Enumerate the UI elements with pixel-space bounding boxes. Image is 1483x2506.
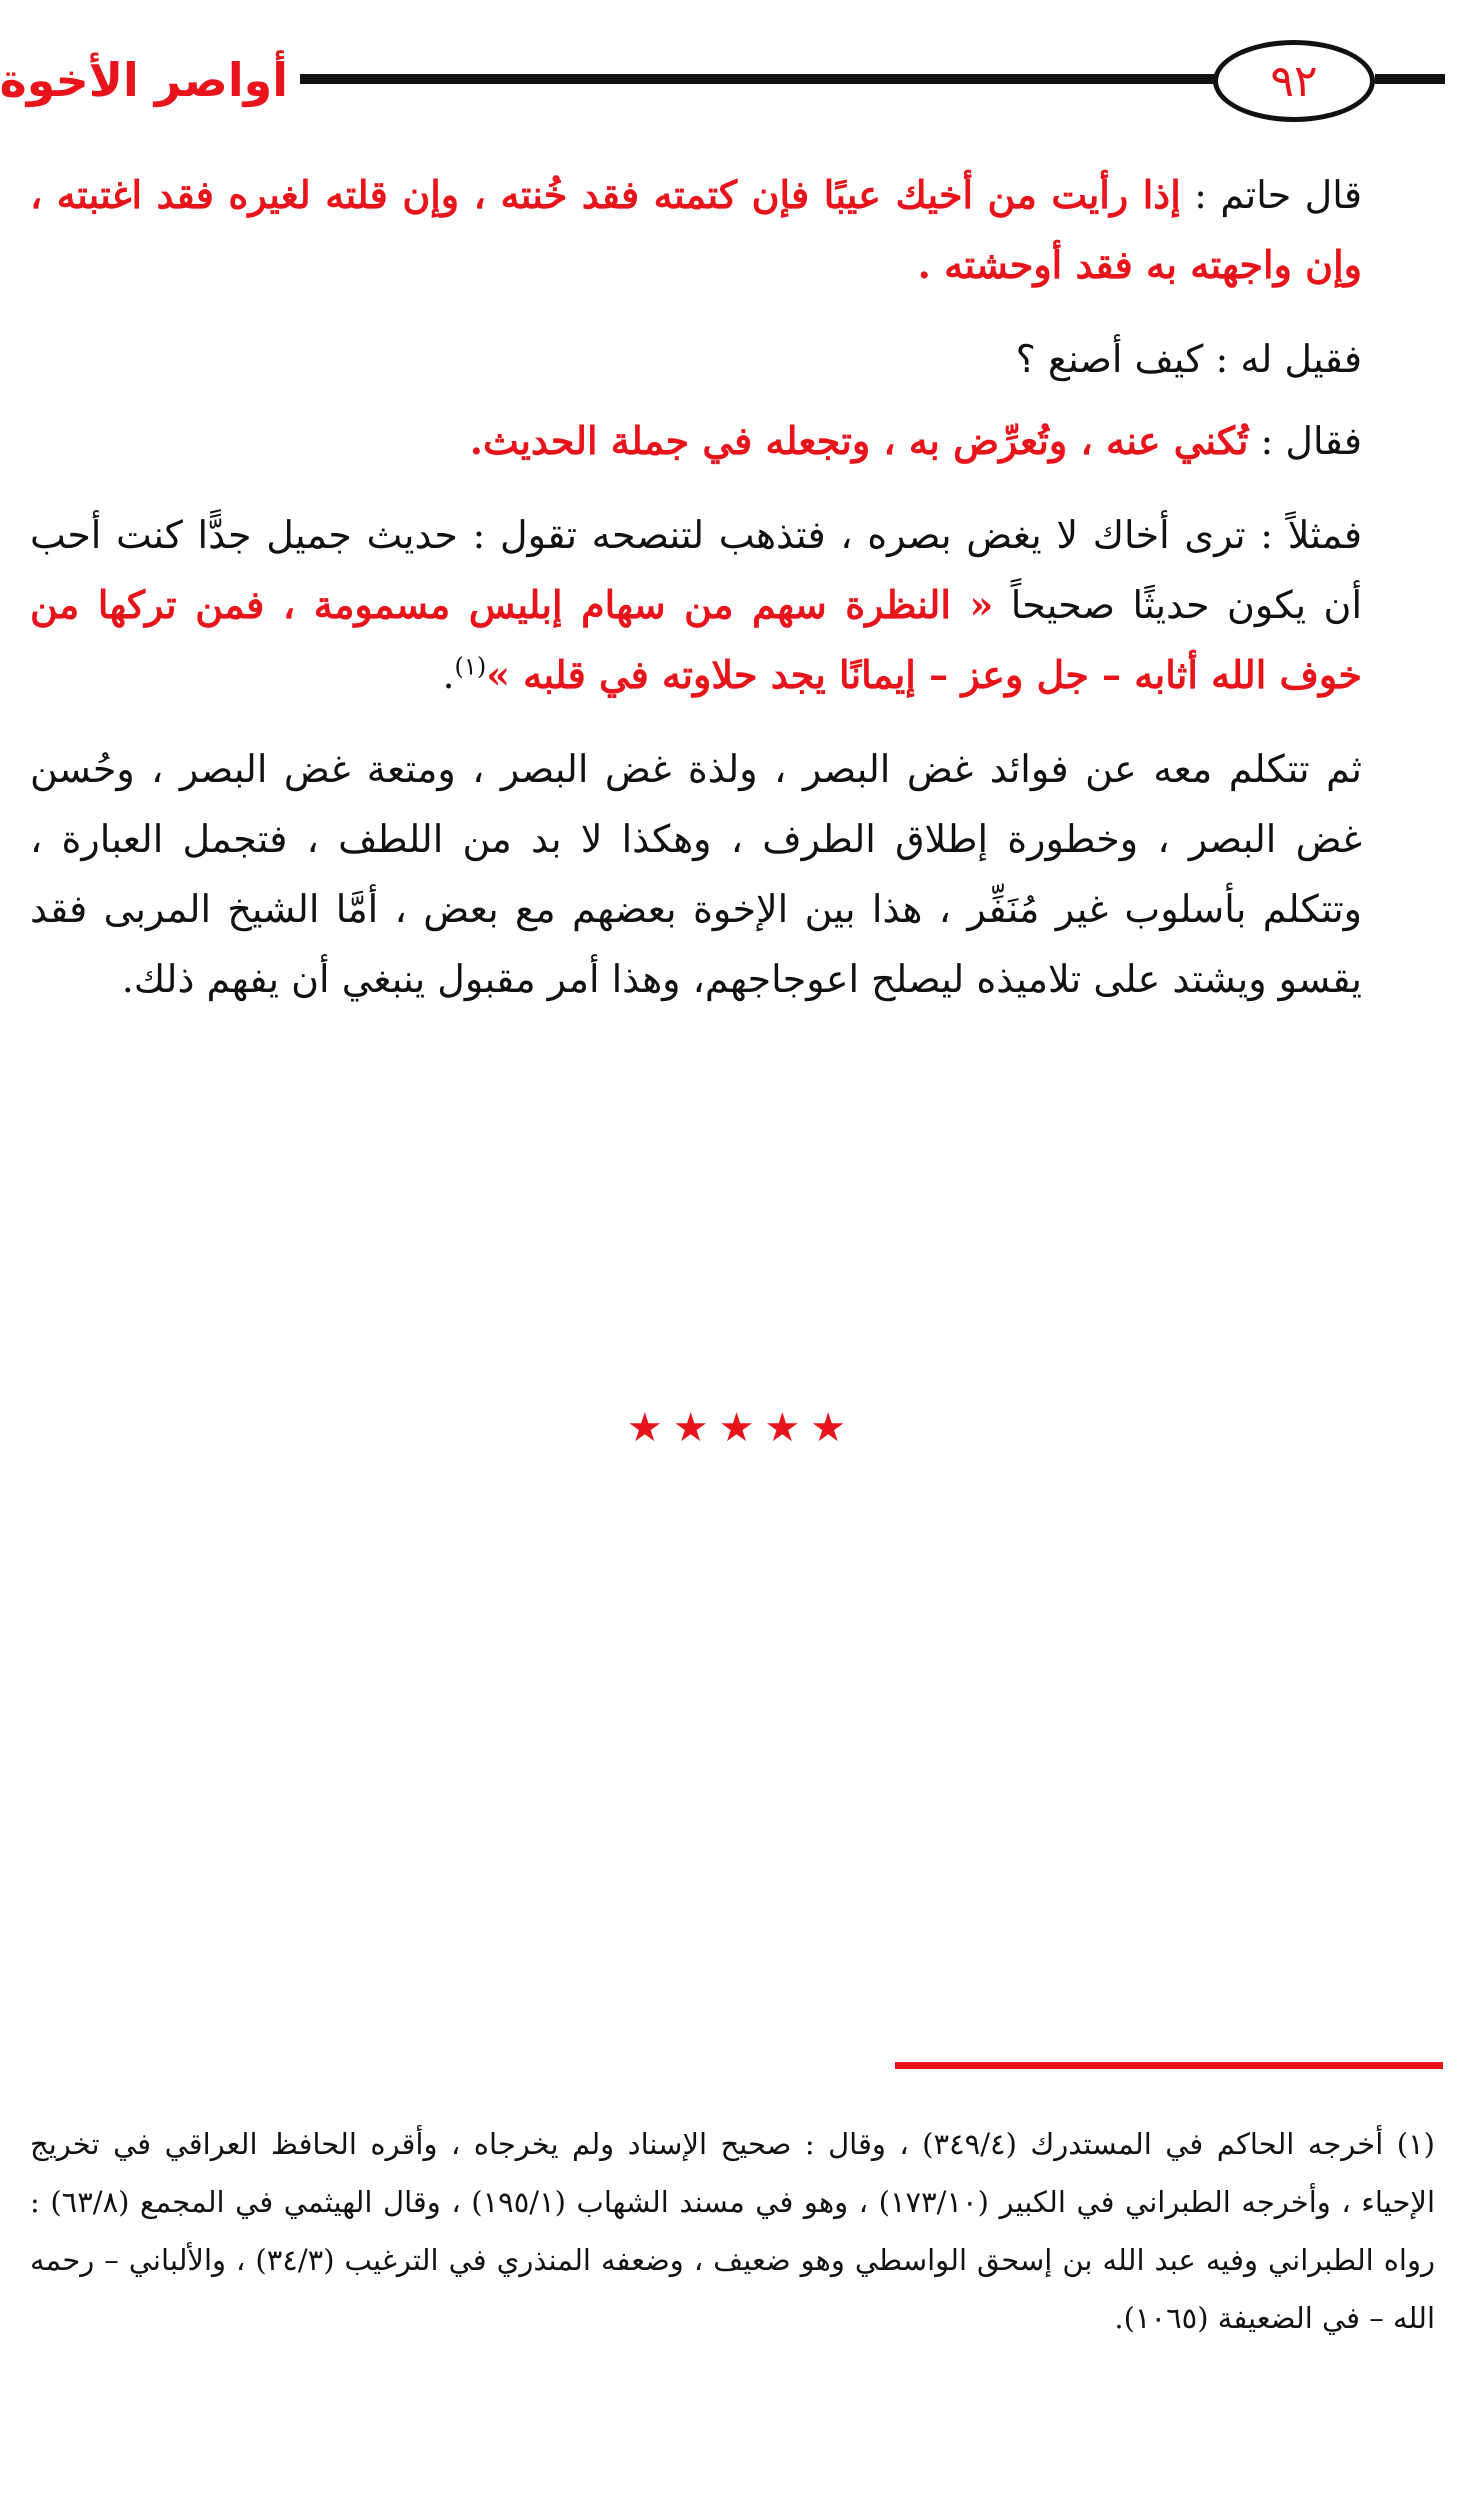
footnotes [30,2115,1435,2347]
example-lead: فمثلاً : ترى أخاك لا يغض بصره ، فتذهب لتنصحه تقول : حديث جميل جدًّا كنت أحب أن يكون حديثًا صحيحاً [30,513,1363,627]
paragraph-answer [30,406,1430,476]
book-title: أواصر الأخوة [0,53,288,107]
answer-lead: فقال : [1248,419,1362,463]
hadith-quote: « النظرة سهم من سهام إبليس مسمومة ، فمن تركها من خوف الله أثابه – جل وعز – إيمانًا يجد حلاوته في قلبه » [30,582,1362,697]
lowering-gaze-text: ثم تتكلم معه عن فوائد غض البصر ، ولذة غض البصر ، ومتعة غض البصر ، وحُسن غض البصر ، وخطورة إطلاق الطرف ، وهكذا لا بد من اللطف ، فتجمل العبارة ، وتتكلم بأسلوب غير مُنَفِّر ، هذا بين الإخوة بعضهم مع بعض ، أمَّا الشيخ المربى فقد يقسو ويشتد على تلاميذه ليصلح اعوجاجهم، وهذا أمر مقبول ينبغي أن يفهم ذلك. [30,747,1362,1001]
header-rule [300,74,1215,84]
footnote-rule [895,2062,1443,2069]
paragraph-example [30,500,1430,710]
example-tail: . [442,653,455,697]
page-number: ٩٢ [1270,55,1318,107]
paragraph-lowering-gaze [30,734,1430,1014]
page-header [0,0,1483,160]
footnote-reference: (١) [454,652,487,681]
question-text: فقيل له : كيف أصنع ؟ [1015,337,1362,381]
paragraph-question [30,324,1430,394]
main-text [30,160,1430,1014]
answer-quote: تُكني عنه ، وتُعرِّض به ، وتجعله في جملة الحديث. [469,418,1249,463]
hatim-quote: إذا رأيت من أخيك عيبًا فإن كتمته فقد خُنته ، وإن قلته لغيره فقد اغتبته ، وإن واجهته به فقد أوحشته . [30,172,1362,287]
speaker-lead: قال حاتم : [1180,173,1362,217]
page-number-oval [1213,40,1375,122]
section-separator-stars: ★★★★★ [626,1405,857,1451]
footnote-1: (١) أخرجه الحاكم في المستدرك (٣٤٩/٤) ، وقال : صحيح الإسناد ولم يخرجاه ، وأقره الحافظ العراقي في تخريج الإحياء ، وأخرجه الطبراني في الكبير (١٧٣/١٠) ، وهو في مسند الشهاب (١٩٥/١) ، وقال الهيثمي في المجمع (٦٣/٨) : رواه الطبراني وفيه عبد الله بن إسحق الواسطي وهو ضعيف ، وضعفه المنذري في الترغيب (٣٤/٣) ، والألباني – رحمه الله – في الضعيفة (١٠٦٥). [30,2127,1436,2335]
header-rule-end [1375,74,1445,84]
paragraph-hatim-saying [30,160,1430,300]
